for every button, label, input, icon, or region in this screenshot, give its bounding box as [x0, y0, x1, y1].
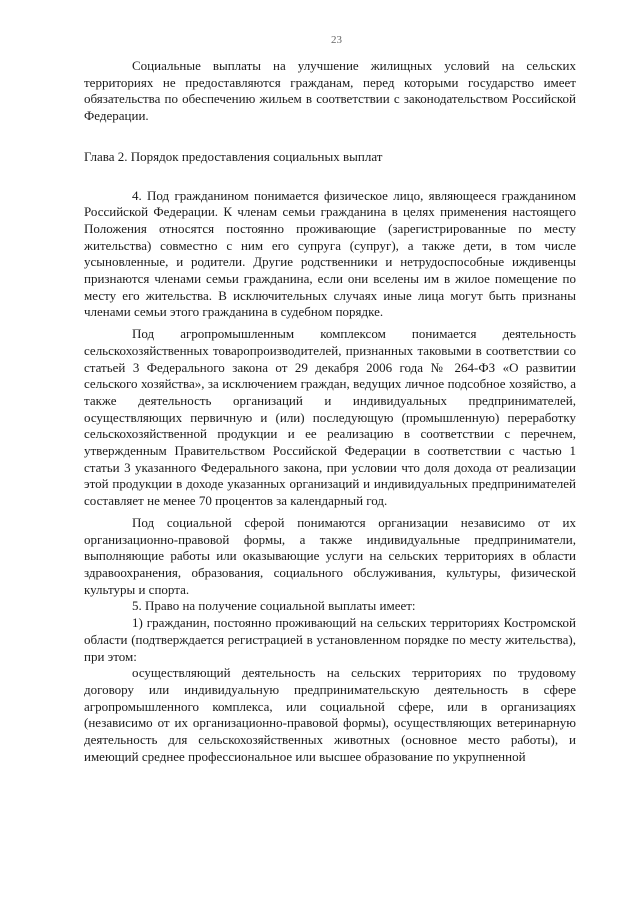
paragraph-item-1: 1) гражданин, постоянно проживающий на сельских территориях Костромской области (подтверждается регистрацией в установленном порядке по месту жительства), при этом:: [84, 615, 576, 664]
paragraph-agro-complex: Под агропромышленным комплексом понимается деятельность сельскохозяйственных товаропроизводителей, признанных таковыми в соответствии со статьей 3 Федерального закона от 29 декабря 2006 года № 264-ФЗ «О развитии сельского хозяйства», за исключением граждан, ведущих личное подсобное хозяйство, а также деятельность организаций и индивидуальных предпринимателей, осуществляющих первичную и (или) последующую (промышленную) переработку сельскохозяйственной продукции и ее реализацию в соответствии с перечнем, утвержденным Правительством Российской Федерации в соответствии с частью 1 статьи 3 указанного Федерального закона, при условии что доля дохода от реализации этой продукции в доходе указанных организаций и индивидуальных предпринимателей составляет не менее 70 процентов за календарный год.: [84, 326, 576, 509]
paragraph-social-sphere: Под социальной сферой понимаются организации независимо от их организационно-правовой формы, а также индивидуальные предприниматели, выполняющие работы или оказывающие услуги на сельских территориях в области здравоохранения, образования, социального обслуживания, культуры, физической культуры и спорта.: [84, 514, 576, 597]
paragraph-citizen-definition: 4. Под гражданином понимается физическое лицо, являющееся гражданином Российской Федерации. К членам семьи гражданина в целях применения настоящего Положения относятся постоянно проживающие (зарегистрированные по месту жительства) совместно с ним его супруга (супруг), а также дети, в том числе усыновленные, и родители. Другие родственники и нетрудоспособные иждивенцы признаются членами семьи гражданина, если они вселены им в жилое помещение по месту его жительства. В исключительных случаях иные лица могут быть признаны членами семьи этого гражданина в судебном порядке.: [84, 187, 576, 320]
paragraph-right-to-payment: 5. Право на получение социальной выплаты имеет:: [132, 598, 416, 614]
chapter-heading: Глава 2. Порядок предоставления социальных выплат: [84, 148, 383, 164]
intro-paragraph: Социальные выплаты на улучшение жилищных условий на сельских территориях не предоставляются гражданам, перед которыми государство имеет обязательства по обеспечению жильем в соответствии с законодательством Российской Федерации.: [84, 58, 576, 124]
document-body: [84, 58, 576, 765]
paragraph-employment-condition: осуществляющий деятельность на сельских территориях по трудовому договору или индивидуальную предпринимательскую деятельность в сфере агропромышленного комплекса, или социальной сфере, или в организациях (независимо от их организационно-правовой формы), осуществляющих ветеринарную деятельность для сельскохозяйственных животных (основное место работы), и имеющий среднее профессиональное или высшее образование по укрупненной: [84, 665, 576, 764]
page-number: 23: [331, 34, 342, 46]
